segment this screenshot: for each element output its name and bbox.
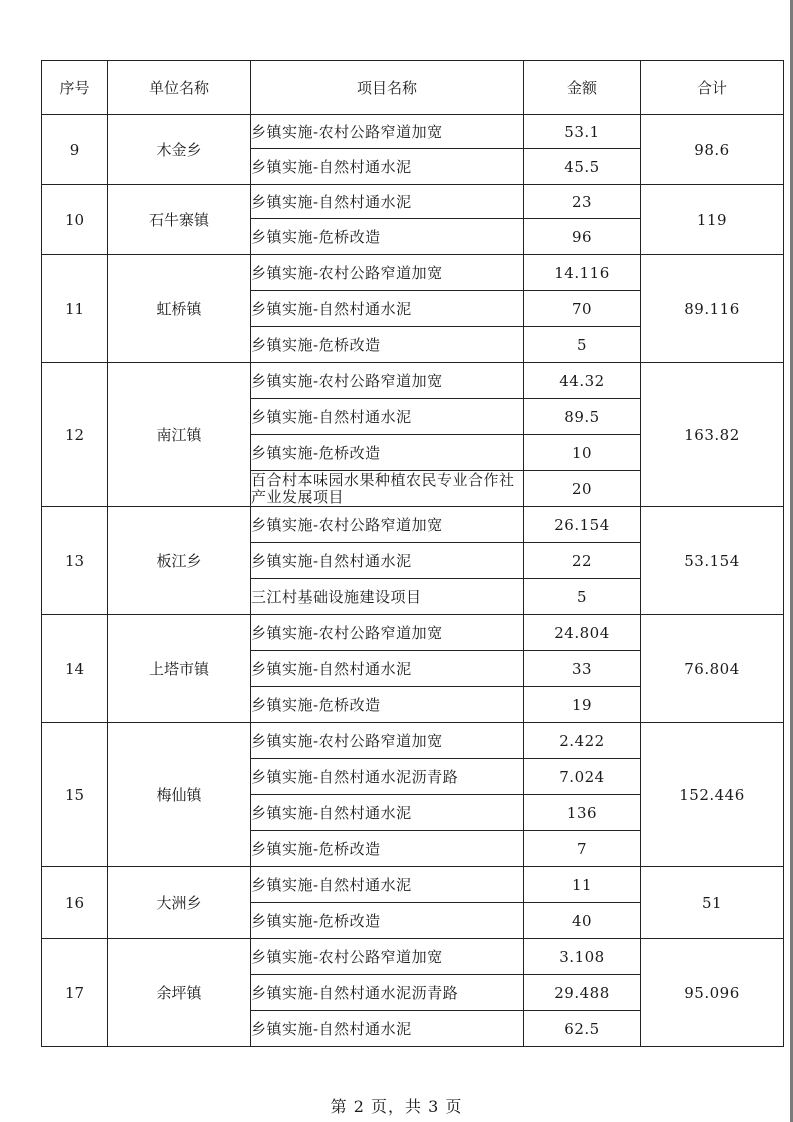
row-unit: 木金乡 [108, 115, 251, 185]
header-amount: 金额 [524, 61, 641, 115]
row-project: 乡镇实施-农村公路窄道加宽 [251, 939, 524, 975]
row-amount: 89.5 [524, 399, 641, 435]
row-seq: 9 [42, 115, 108, 185]
row-amount: 33 [524, 651, 641, 687]
row-project: 乡镇实施-自然村通水泥 [251, 867, 524, 903]
row-project: 乡镇实施-自然村通水泥 [251, 185, 524, 219]
row-amount: 22 [524, 543, 641, 579]
row-project: 乡镇实施-自然村通水泥 [251, 149, 524, 185]
table-row [42, 507, 784, 543]
row-total: 76.804 [641, 615, 784, 723]
row-seq: 10 [42, 185, 108, 255]
row-project: 乡镇实施-危桥改造 [251, 435, 524, 471]
row-total: 163.82 [641, 363, 784, 507]
row-project: 乡镇实施-自然村通水泥 [251, 795, 524, 831]
row-amount: 29.488 [524, 975, 641, 1011]
row-total: 89.116 [641, 255, 784, 363]
row-unit: 余坪镇 [108, 939, 251, 1047]
row-unit: 虹桥镇 [108, 255, 251, 363]
row-seq: 17 [42, 939, 108, 1047]
row-amount: 45.5 [524, 149, 641, 185]
header-seq: 序号 [42, 61, 108, 115]
row-amount: 14.116 [524, 255, 641, 291]
row-amount: 11 [524, 867, 641, 903]
row-amount: 136 [524, 795, 641, 831]
row-project: 乡镇实施-自然村通水泥 [251, 399, 524, 435]
table-row [42, 363, 784, 399]
row-amount: 10 [524, 435, 641, 471]
header-unit: 单位名称 [108, 61, 251, 115]
row-project: 乡镇实施-自然村通水泥沥青路 [251, 759, 524, 795]
page-footer: 第 2 页，共 3 页 [330, 1097, 463, 1116]
row-amount: 19 [524, 687, 641, 723]
row-amount: 44.32 [524, 363, 641, 399]
row-seq: 12 [42, 363, 108, 507]
row-project: 乡镇实施-自然村通水泥 [251, 543, 524, 579]
table-row [42, 255, 784, 291]
row-unit: 南江镇 [108, 363, 251, 507]
row-seq: 11 [42, 255, 108, 363]
row-amount: 7.024 [524, 759, 641, 795]
row-unit: 大洲乡 [108, 867, 251, 939]
row-amount: 2.422 [524, 723, 641, 759]
row-total: 152.446 [641, 723, 784, 867]
row-unit: 石牛寨镇 [108, 185, 251, 255]
row-amount: 5 [524, 579, 641, 615]
row-total: 51 [641, 867, 784, 939]
row-amount: 7 [524, 831, 641, 867]
row-project: 乡镇实施-农村公路窄道加宽 [251, 255, 524, 291]
row-project: 乡镇实施-危桥改造 [251, 831, 524, 867]
table-header-row [42, 61, 784, 115]
row-project: 乡镇实施-农村公路窄道加宽 [251, 615, 524, 651]
table-row [42, 723, 784, 759]
table-row [42, 115, 784, 149]
row-amount: 3.108 [524, 939, 641, 975]
row-amount: 26.154 [524, 507, 641, 543]
row-project: 乡镇实施-自然村通水泥沥青路 [251, 975, 524, 1011]
table-row [42, 185, 784, 219]
row-project: 三江村基础设施建设项目 [251, 579, 524, 615]
header-project: 项目名称 [251, 61, 524, 115]
row-amount: 53.1 [524, 115, 641, 149]
row-project: 乡镇实施-自然村通水泥 [251, 291, 524, 327]
row-project: 乡镇实施-危桥改造 [251, 687, 524, 723]
row-seq: 13 [42, 507, 108, 615]
row-total: 98.6 [641, 115, 784, 185]
row-amount: 40 [524, 903, 641, 939]
header-total: 合计 [641, 61, 784, 115]
row-amount: 5 [524, 327, 641, 363]
row-project: 乡镇实施-农村公路窄道加宽 [251, 363, 524, 399]
row-project: 乡镇实施-农村公路窄道加宽 [251, 723, 524, 759]
row-project: 乡镇实施-危桥改造 [251, 327, 524, 363]
row-seq: 14 [42, 615, 108, 723]
funding-table [41, 60, 784, 1047]
row-amount: 96 [524, 219, 641, 255]
row-amount: 70 [524, 291, 641, 327]
row-unit: 板江乡 [108, 507, 251, 615]
row-project: 乡镇实施-危桥改造 [251, 903, 524, 939]
row-seq: 16 [42, 867, 108, 939]
row-amount: 23 [524, 185, 641, 219]
row-unit: 上塔市镇 [108, 615, 251, 723]
row-project: 乡镇实施-自然村通水泥 [251, 651, 524, 687]
row-project: 乡镇实施-农村公路窄道加宽 [251, 507, 524, 543]
row-amount: 24.804 [524, 615, 641, 651]
row-total: 95.096 [641, 939, 784, 1047]
row-project: 乡镇实施-自然村通水泥 [251, 1011, 524, 1047]
table-row [42, 939, 784, 975]
row-total: 53.154 [641, 507, 784, 615]
row-seq: 15 [42, 723, 108, 867]
table-row [42, 615, 784, 651]
row-amount: 62.5 [524, 1011, 641, 1047]
row-project: 乡镇实施-危桥改造 [251, 219, 524, 255]
row-total: 119 [641, 185, 784, 255]
row-project: 百合村本味园水果种植农民专业合作社产业发展项目 [251, 471, 524, 507]
row-amount: 20 [524, 471, 641, 507]
row-project: 乡镇实施-农村公路窄道加宽 [251, 115, 524, 149]
row-unit: 梅仙镇 [108, 723, 251, 867]
table-row [42, 867, 784, 903]
